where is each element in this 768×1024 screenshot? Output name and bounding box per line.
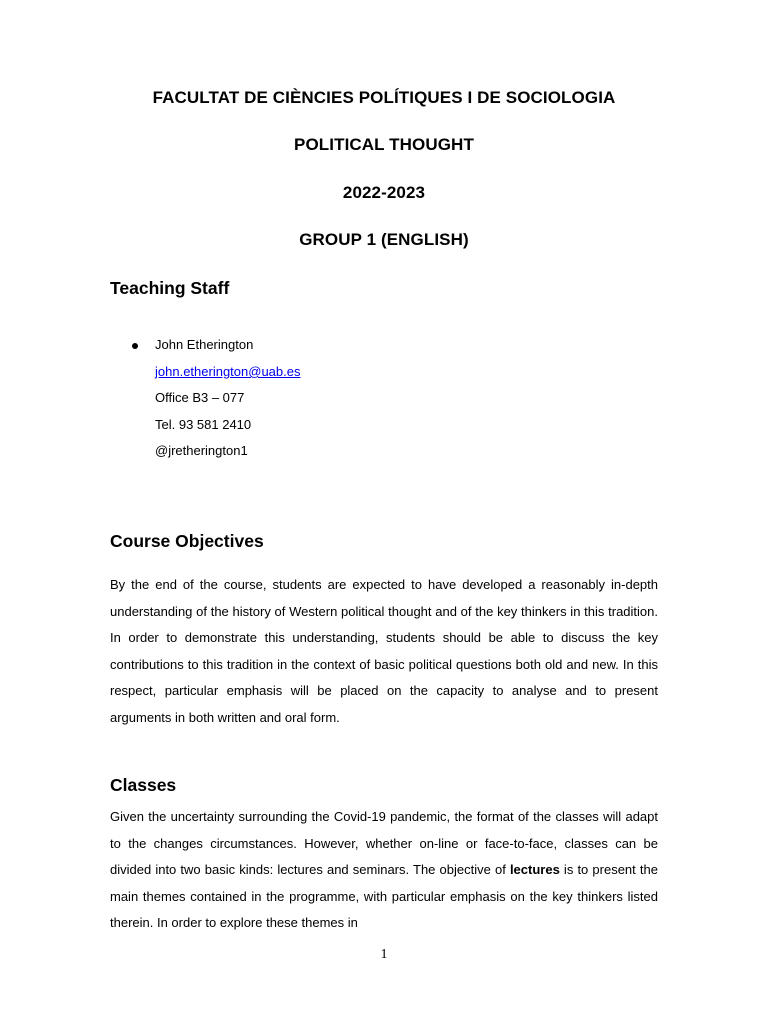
bullet-icon — [132, 343, 138, 349]
classes-lectures-bold: lectures — [509, 862, 560, 878]
staff-phone: Tel. 93 581 2410 — [155, 417, 252, 432]
course-objectives-heading: Course Objectives — [110, 531, 264, 551]
group-title: GROUP 1 (ENGLISH) — [299, 230, 469, 249]
staff-email-link[interactable]: john.etherington@uab.es — [155, 364, 301, 379]
staff-handle: @jretherington1 — [155, 443, 248, 458]
staff-name: John Etherington — [155, 337, 254, 352]
classes-heading: Classes — [110, 775, 177, 795]
classes-text-before: Given the uncertainty surrounding the Covid-19 pandemic, the format of the classes will adapt to the changes circumstances. However, whether on-line or face-to-face, classes can be divided into two basic kinds: lectures and seminars. The objective of — [110, 809, 658, 878]
staff-office: Office B3 – 077 — [155, 390, 245, 405]
classes-text-after: is to present the main themes contained in the programme, with particular emphasis on the key thinkers listed therein. In order to explore these themes in — [110, 862, 658, 931]
faculty-title: FACULTAT DE CIÈNCIES POLÍTIQUES I DE SOCIOLOGIA — [152, 88, 616, 107]
academic-year: 2022-2023 — [342, 183, 426, 202]
page-number: 1 — [380, 947, 388, 962]
teaching-staff-heading: Teaching Staff — [110, 278, 230, 298]
course-objectives-paragraph: By the end of the course, students are expected to have developed a reasonably in-depth understanding of the history of Western political thought and of the key thinkers in this tradition. In order to demonstrate this understanding, students should be able to discuss the key contributions to this tradition in the context of basic political questions both old and new. In this respect, particular emphasis will be placed on the capacity to analyse and to present arguments in both written and oral form. — [110, 577, 658, 725]
course-title: POLITICAL THOUGHT — [294, 135, 474, 154]
classes-paragraph — [110, 804, 658, 938]
